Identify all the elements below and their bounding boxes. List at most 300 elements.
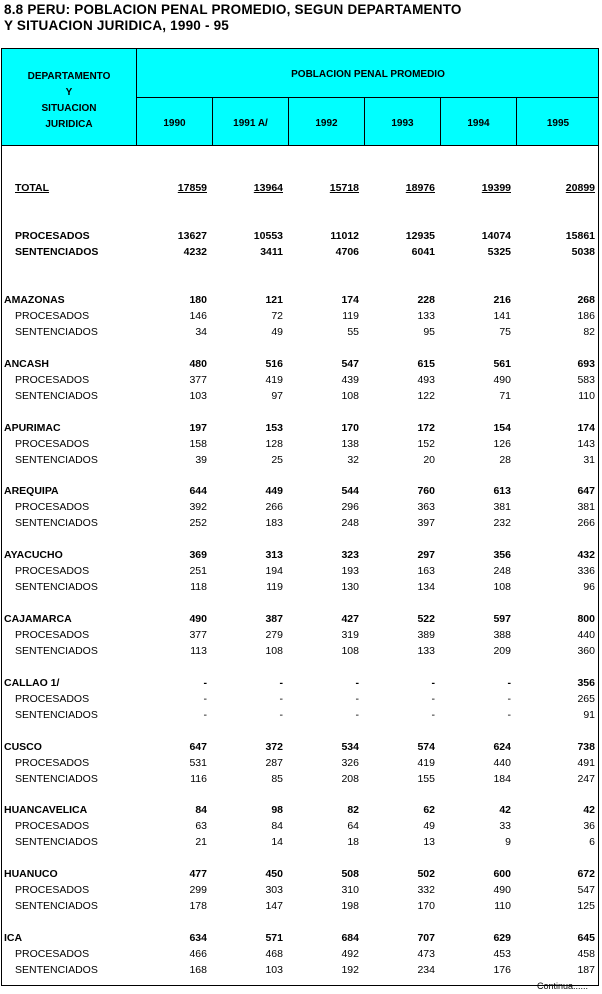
table-cell: 4232 [183,246,207,258]
table-cell: 319 [341,629,359,641]
table-cell: - [279,693,283,705]
table-cell: 247 [577,773,595,785]
table-cell: 647 [577,485,595,497]
table-cell: 629 [493,932,511,944]
table-cell: 360 [577,645,595,657]
table-cell: 232 [493,517,511,529]
cell-value: 15718 [329,182,359,194]
table-cell: 15861 [565,230,595,242]
table-cell: 180 [189,294,207,306]
table-cell: 634 [189,932,207,944]
row-label: ICA [4,932,23,944]
row-label-header-line: JURIDICA [45,119,93,130]
table-cell: 134 [417,581,435,593]
table-cell: 110 [578,390,595,402]
row-label: AMAZONAS [4,294,65,306]
table-cell: 121 [265,294,283,306]
national-procesados-row [0,228,602,244]
department-row [0,420,602,436]
table-title [4,2,462,34]
table-cell: - [431,677,435,689]
table-cell: 108 [493,581,511,593]
table-cell: 31 [583,454,595,466]
header-divider [136,97,599,98]
year-header: 1991 A/ [233,118,268,129]
table-cell: 12935 [405,230,435,242]
table-cell: - [507,693,511,705]
table-cell: 323 [341,549,359,561]
table-cell: 684 [341,932,359,944]
table-cell: 313 [265,549,283,561]
row-label: PROCESADOS [15,757,90,769]
table-cell: 534 [341,741,359,753]
row-label: PROCESADOS [15,820,90,832]
department-row [0,356,602,372]
table-cell: 194 [265,565,283,577]
table-cell: 103 [265,964,283,976]
table-cell: 234 [417,964,435,976]
table-cell: 326 [341,757,359,769]
row-label: SENTENCIADOS [15,454,98,466]
table-cell: 644 [189,485,207,497]
table-cell: 216 [493,294,511,306]
table-cell [375,180,435,196]
table-cell: 522 [417,613,435,625]
table-cell: 419 [417,757,435,769]
table-cell: 389 [417,629,435,641]
row-label: PROCESADOS [15,230,90,242]
table-cell: 71 [499,390,511,402]
table-cell: 174 [341,294,359,306]
table-cell: - [355,677,359,689]
table-cell: 130 [341,581,359,593]
department-sentenciados-row [0,452,602,468]
table-cell: - [279,677,283,689]
table-cell: 172 [417,422,435,434]
table-cell: - [507,677,511,689]
table-cell: 493 [417,374,435,386]
table-cell: - [203,677,207,689]
row-label: SENTENCIADOS [15,645,98,657]
table-cell: - [203,709,207,721]
table-cell: 72 [271,310,283,322]
row-label: HUANCAVELICA [4,804,88,816]
table-cell: 21 [195,836,207,848]
table-cell: 427 [341,613,359,625]
table-cell: 5325 [487,246,511,258]
table-cell: 209 [493,645,511,657]
table-cell: 133 [417,310,435,322]
table-cell: 547 [577,884,595,896]
table-cell: 287 [265,757,283,769]
table-cell: 9 [505,836,511,848]
table-cell: 624 [493,741,511,753]
table-cell: 147 [265,900,283,912]
table-cell: 466 [189,948,207,960]
table-cell: 693 [577,358,595,370]
table-cell: 183 [265,517,283,529]
department-row [0,866,602,882]
table-cell: 516 [265,358,283,370]
department-row [0,739,602,755]
table-cell [299,180,359,196]
table-cell [223,180,283,196]
title-line-2: Y SITUACION JURIDICA, 1990 - 95 [4,18,230,33]
table-cell: 49 [423,820,435,832]
row-label: CALLAO 1/ [4,677,60,689]
table-cell: 138 [341,438,359,450]
row-label: ANCASH [4,358,49,370]
table-cell: 197 [189,422,207,434]
group-header: POBLACION PENAL PROMEDIO [291,69,445,80]
row-label: CAJAMARCA [4,613,72,625]
table-cell: 613 [493,485,511,497]
title-line-1: 8.8 PERU: POBLACION PENAL PROMEDIO, SEGUN DEPARTAMENTO [4,2,462,17]
row-label: PROCESADOS [15,629,90,641]
table-cell: 381 [577,501,595,513]
table-cell: 440 [493,757,511,769]
year-header: 1992 [315,118,338,129]
table-cell: 186 [577,310,595,322]
department-sentenciados-row [0,707,602,723]
table-cell: 597 [493,613,511,625]
table-cell: 176 [493,964,511,976]
department-procesados-row [0,499,602,515]
table-cell: 544 [341,485,359,497]
table-cell: 583 [577,374,595,386]
table-cell: 310 [341,884,359,896]
table-cell: 64 [347,820,359,832]
table-cell: 62 [423,804,435,816]
table-cell: 95 [423,326,435,338]
row-label: TOTAL [15,182,50,194]
row-label: PROCESADOS [15,565,90,577]
table-cell: 10553 [253,230,283,242]
table-cell: 14074 [481,230,511,242]
row-label: SENTENCIADOS [15,773,98,785]
table-cell: 490 [493,884,511,896]
table-cell: 388 [493,629,511,641]
table-cell: 432 [577,549,595,561]
table-cell: 502 [417,868,435,880]
table-cell: 208 [341,773,359,785]
row-label: PROCESADOS [15,884,90,896]
table-cell: 152 [417,438,435,450]
table-cell: 103 [189,390,207,402]
table-cell: 49 [271,326,283,338]
table-cell: 490 [189,613,207,625]
table-cell: - [355,709,359,721]
department-sentenciados-row [0,579,602,595]
table-cell: 491 [577,757,595,769]
table-cell: 118 [190,581,207,593]
row-label: SENTENCIADOS [15,246,99,258]
table-cell: 369 [189,549,207,561]
row-label: HUANUCO [4,868,58,880]
table-cell: 75 [499,326,511,338]
department-row [0,547,602,563]
table-cell: 547 [341,358,359,370]
table-cell: 84 [195,804,207,816]
table-cell: 571 [265,932,283,944]
table-cell: 184 [493,773,511,785]
table-cell: 477 [189,868,207,880]
table-cell: 492 [341,948,359,960]
table-cell: 332 [417,884,435,896]
table-cell: 800 [577,613,595,625]
row-label: SENTENCIADOS [15,836,98,848]
table-cell: 419 [265,374,283,386]
table-cell: 450 [265,868,283,880]
table-cell: 28 [499,454,511,466]
table-cell: - [203,693,207,705]
row-label: PROCESADOS [15,310,90,322]
table-cell: 531 [189,757,207,769]
table-cell: 91 [583,709,595,721]
table-cell: 248 [493,565,511,577]
table-cell: - [355,693,359,705]
year-header: 1993 [391,118,414,129]
table-cell: 198 [341,900,359,912]
table-cell: 122 [417,390,435,402]
department-procesados-row [0,882,602,898]
table-cell: 377 [189,629,207,641]
continua-note: Continua...... [536,981,588,991]
department-procesados-row [0,755,602,771]
table-cell: 387 [265,613,283,625]
department-row [0,802,602,818]
table-cell: - [507,709,511,721]
table-cell: 39 [195,454,207,466]
department-procesados-row [0,691,602,707]
table-cell: 125 [577,900,595,912]
table-cell: 82 [583,326,595,338]
table-cell: 265 [577,693,595,705]
cell-value: 17859 [177,182,207,194]
table-cell [147,180,207,196]
table-cell: 116 [190,773,207,785]
table-cell: 672 [577,868,595,880]
cell-value: 18976 [405,182,435,194]
table-cell: 449 [265,485,283,497]
department-sentenciados-row [0,388,602,404]
table-cell: 33 [499,820,511,832]
table-cell: 6041 [411,246,435,258]
row-label: SENTENCIADOS [15,326,98,338]
row-label-header-line: DEPARTAMENTO [27,71,111,82]
table-cell: 96 [583,581,595,593]
table-cell: 153 [265,422,283,434]
table-cell: 32 [347,454,359,466]
table-cell: 372 [265,741,283,753]
table-cell [451,180,511,196]
table-cell: 268 [577,294,595,306]
table-cell: 252 [189,517,207,529]
cell-value: 13964 [253,182,283,194]
department-row [0,611,602,627]
table-cell: 110 [494,900,511,912]
table-cell: 108 [341,645,359,657]
department-procesados-row [0,627,602,643]
row-label: CUSCO [4,741,42,753]
total-row [0,180,602,196]
table-cell: 42 [583,804,595,816]
row-label: AREQUIPA [4,485,59,497]
table-cell: 574 [417,741,435,753]
year-header: 1995 [546,118,570,129]
table-cell: 279 [265,629,283,641]
table-cell: 439 [341,374,359,386]
table-cell: 356 [577,677,595,689]
row-label-header [2,69,136,133]
table-cell: 480 [189,358,207,370]
table-cell: 266 [265,501,283,513]
year-header: 1990 [163,118,186,129]
row-label: SENTENCIADOS [15,390,98,402]
table-cell: 170 [341,422,359,434]
cell-value: 19399 [481,182,511,194]
table-cell: 126 [493,438,511,450]
table-cell: 760 [417,485,435,497]
table-cell: 192 [341,964,359,976]
table-cell: 178 [189,900,207,912]
table-cell: 645 [577,932,595,944]
table-cell: 508 [341,868,359,880]
year-header: 1994 [467,118,490,129]
table-cell: 296 [341,501,359,513]
table-cell: 108 [341,390,359,402]
table-cell: 146 [189,310,207,322]
table-cell: 108 [265,645,283,657]
table-cell: 128 [265,438,283,450]
table-cell: 303 [265,884,283,896]
table-cell: 36 [583,820,595,832]
row-label: AYACUCHO [4,549,63,561]
table-cell: 473 [417,948,435,960]
table-cell: 561 [493,358,511,370]
table-cell: 154 [493,422,511,434]
table-cell: 84 [271,820,283,832]
table-cell: 133 [417,645,435,657]
table-cell: 42 [499,804,511,816]
cell-value: 20899 [565,182,595,194]
department-sentenciados-row [0,834,602,850]
table-cell: 82 [347,804,359,816]
row-label: PROCESADOS [15,438,90,450]
national-sentenciados-row [0,244,602,260]
department-procesados-row [0,563,602,579]
table-cell: 55 [347,326,359,338]
table-cell: 397 [417,517,435,529]
department-sentenciados-row [0,898,602,914]
table-cell: 251 [189,565,207,577]
table-cell: 377 [189,374,207,386]
table-cell: 647 [189,741,207,753]
table-cell: 299 [189,884,207,896]
table-cell: 97 [271,390,283,402]
table-cell: 163 [417,565,435,577]
department-procesados-row [0,818,602,834]
table-cell: 20 [423,454,435,466]
table-cell: - [431,709,435,721]
department-row [0,292,602,308]
table-cell: 6 [589,836,595,848]
table-cell: 13 [423,836,435,848]
table-cell: 738 [577,741,595,753]
row-label: APURIMAC [4,422,61,434]
department-procesados-row [0,372,602,388]
department-sentenciados-row [0,771,602,787]
table-cell: 336 [577,565,595,577]
table-cell: - [431,693,435,705]
table-cell: 266 [577,517,595,529]
department-row [0,930,602,946]
department-sentenciados-row [0,515,602,531]
table-cell: 3411 [260,246,283,258]
department-sentenciados-row [0,643,602,659]
table-cell: - [279,709,283,721]
table-cell: 63 [195,820,207,832]
row-label: PROCESADOS [15,374,90,386]
row-label: SENTENCIADOS [15,900,98,912]
table-cell: 158 [189,438,207,450]
table-cell [535,180,595,196]
row-label: PROCESADOS [15,948,90,960]
table-cell: 98 [271,804,283,816]
department-sentenciados-row [0,324,602,340]
table-cell: 155 [417,773,435,785]
table-cell: 381 [493,501,511,513]
table-cell: 170 [417,900,435,912]
table-cell: 440 [577,629,595,641]
table-cell: 14 [271,836,283,848]
table-cell: 187 [577,964,595,976]
row-label: SENTENCIADOS [15,517,98,529]
table-cell: 119 [266,581,283,593]
row-label: PROCESADOS [15,693,90,705]
table-cell: 356 [493,549,511,561]
table-cell: 228 [417,294,435,306]
table-cell: 34 [195,326,207,338]
table-cell: 143 [577,438,595,450]
table-cell: 453 [493,948,511,960]
table-cell: 113 [190,645,207,657]
row-label-header-line: SITUACION [41,103,97,114]
table-cell: 174 [577,422,595,434]
department-row [0,675,602,691]
department-procesados-row [0,436,602,452]
row-label-header-line: Y [65,87,73,98]
table-cell: 119 [342,310,359,322]
table-cell: 707 [417,932,435,944]
table-cell: 297 [417,549,435,561]
table-cell: 168 [189,964,207,976]
department-procesados-row [0,946,602,962]
row-label: PROCESADOS [15,501,90,513]
row-label: SENTENCIADOS [15,964,98,976]
table-cell: 85 [271,773,283,785]
row-label: SENTENCIADOS [15,581,98,593]
table-cell: 25 [271,454,283,466]
table-cell: 468 [265,948,283,960]
table-cell: 392 [189,501,207,513]
table-cell: 615 [417,358,435,370]
table-cell: 11012 [330,230,359,242]
department-sentenciados-row [0,962,602,978]
table-cell: 458 [577,948,595,960]
table-cell: 13627 [177,230,207,242]
table-cell: 490 [493,374,511,386]
